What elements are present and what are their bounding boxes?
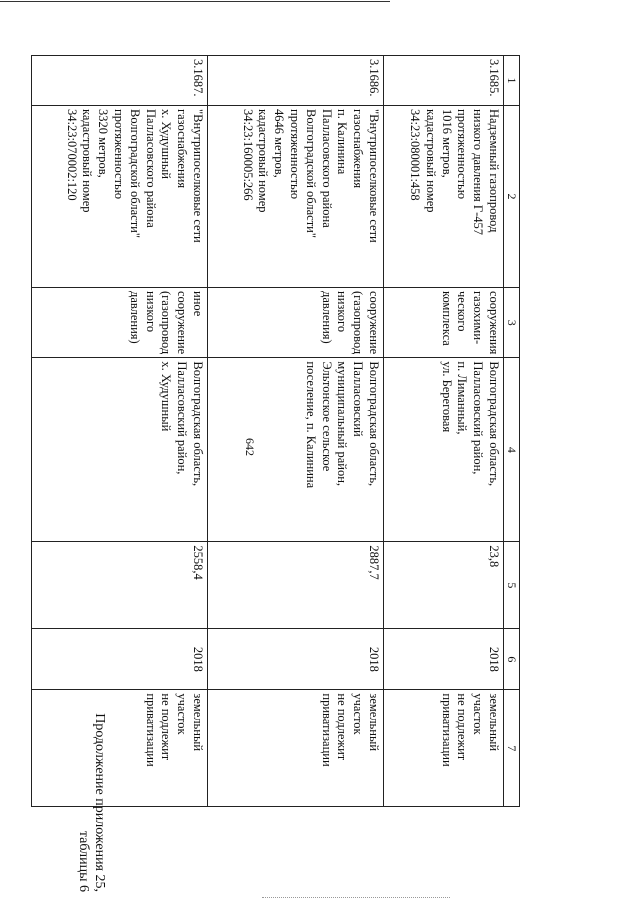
column-number-row xyxy=(504,56,520,807)
continuation-line-1: Продолжение приложения 25, xyxy=(92,713,107,892)
object-name-text: Надземный газопровод низкого давления Г-457 протяженностью 1016 метров, кадастровый номер 34:23:080001:458 xyxy=(408,109,501,236)
object-value xyxy=(208,542,384,629)
object-address xyxy=(32,358,208,542)
object-name-text: "Внутрипоселковые сети газоснабжения п. Калинина Палласовского района Волгоградской области" протяженностью 4646 метров, кадастровый номер 34:23:160005:266 xyxy=(240,109,381,243)
object-name xyxy=(384,106,504,288)
column-header-6: 6 xyxy=(504,629,520,690)
object-name-text: "Внутрипоселковые сети газоснабжения х. Худушный Палласовского района Волгоградской области" протяженностью 3320 метров, кадастровый номер 34:23:070002:120 xyxy=(64,109,205,243)
column-header-4: 4 xyxy=(504,358,520,542)
object-year-text: 2018 xyxy=(367,646,381,672)
row-number xyxy=(32,56,208,106)
object-year-text: 2018 xyxy=(191,646,205,672)
object-address xyxy=(384,358,504,542)
column-header-7: 7 xyxy=(504,690,520,807)
row-number xyxy=(384,56,504,106)
object-note-text: земельный участок не подлежит приватизации xyxy=(319,693,381,767)
table-row xyxy=(384,56,504,807)
object-type-text: сооружение (газопровод низкого давления) xyxy=(319,291,381,355)
object-note xyxy=(384,690,504,807)
page-number: 642 xyxy=(243,438,257,456)
object-value-text: 2887,7 xyxy=(367,545,381,580)
object-year xyxy=(208,629,384,690)
object-value-text: 2558,4 xyxy=(191,545,205,580)
object-year xyxy=(32,629,208,690)
column-header-2: 2 xyxy=(504,106,520,288)
object-type xyxy=(384,288,504,358)
object-address-text: Волгоградская область, Палласовский район, п. Лиманный, ул. Береговая xyxy=(439,361,501,487)
object-name xyxy=(32,106,208,288)
object-type xyxy=(208,288,384,358)
object-type-text: сооружения газохими- ческого комплекса xyxy=(439,291,501,355)
object-year xyxy=(384,629,504,690)
column-header-5: 5 xyxy=(504,542,520,629)
row-number-text: 3.1686. xyxy=(367,59,381,97)
object-type xyxy=(32,288,208,358)
row-number-text: 3.1687. xyxy=(191,59,205,97)
row-number-text: 3.1685. xyxy=(487,59,501,97)
object-type-text: иное сооружение (газопровод низкого давления) xyxy=(127,291,205,355)
object-address xyxy=(208,358,384,542)
column-header-1: 1 xyxy=(504,56,520,106)
object-value-text: 23,8 xyxy=(487,545,501,568)
object-value xyxy=(384,542,504,629)
property-table xyxy=(31,55,520,807)
column-header-3: 3 xyxy=(504,288,520,358)
object-note xyxy=(32,690,208,807)
object-note xyxy=(208,690,384,807)
row-number xyxy=(208,56,384,106)
object-value xyxy=(32,542,208,629)
table-row xyxy=(208,56,384,807)
object-note-text: земельный участок не подлежит приватизации xyxy=(439,693,501,767)
object-year-text: 2018 xyxy=(487,646,501,672)
continuation-line-2: таблицы 6 xyxy=(76,830,91,892)
object-name xyxy=(208,106,384,288)
object-address-text: Волгоградская область, Палласовский район, х. Худушный xyxy=(159,361,205,487)
table-row xyxy=(32,56,208,807)
object-note-text: земельный участок не подлежит приватизации xyxy=(143,693,205,767)
object-address-text: Волгоградская область, Палласовский муниципальный район, Эльтонское сельское поселение, п. Калинина xyxy=(303,361,381,489)
